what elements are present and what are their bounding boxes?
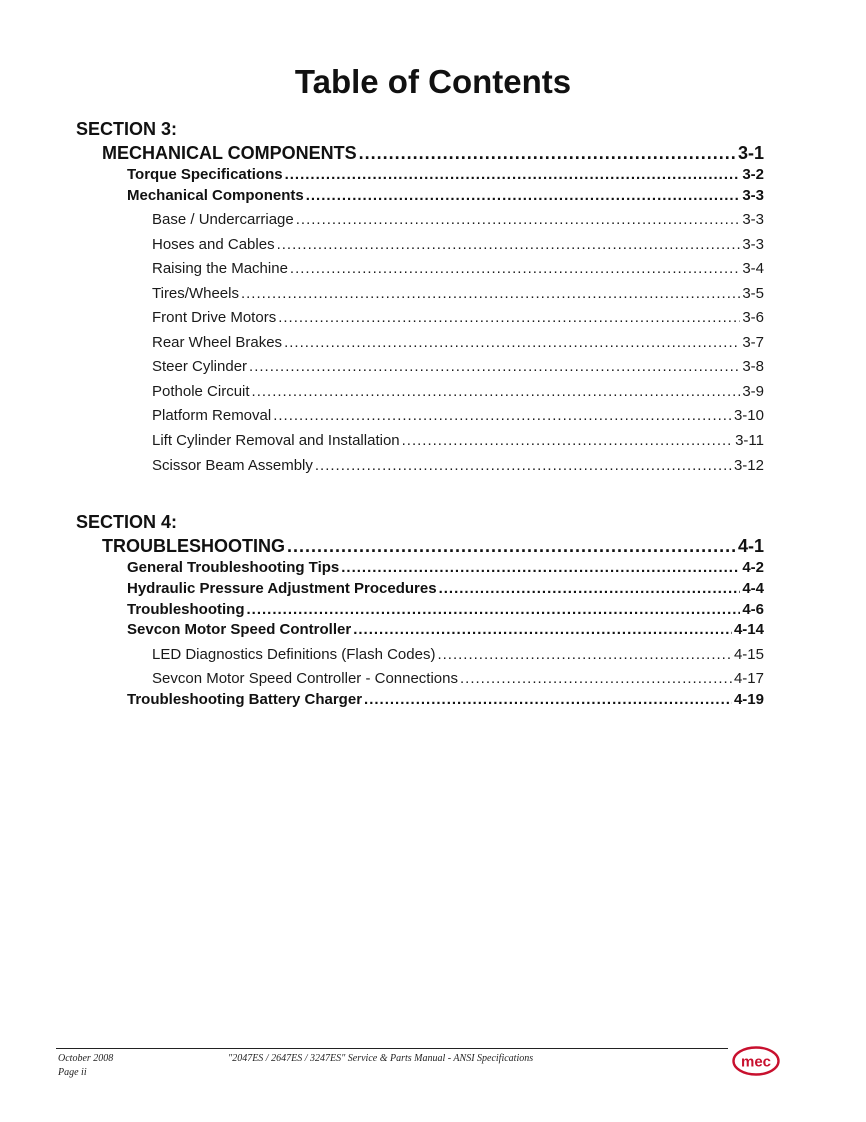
toc-entry-front-drive-motors[interactable] <box>152 308 764 328</box>
toc-entry-label: Tires/Wheels <box>152 285 239 302</box>
toc-page-number: 4-19 <box>733 691 764 708</box>
toc-entry-label: Hoses and Cables <box>152 236 275 253</box>
footer-manual-title: "2047ES / 2647ES / 3247ES" Service & Parts Manual - ANSI Specifications <box>228 1053 534 1064</box>
dot-leader <box>341 558 740 578</box>
toc-entry-pothole-circuit[interactable] <box>152 382 764 402</box>
toc-entry-label: Pothole Circuit <box>152 383 250 400</box>
toc-page-number: 4-6 <box>742 601 764 618</box>
dot-leader <box>439 579 741 599</box>
toc-entry-label: Front Drive Motors <box>152 309 277 326</box>
footer-page-number: Page ii <box>58 1067 87 1078</box>
section-4-label: SECTION 4: <box>76 512 178 532</box>
toc-entry-tires-wheels[interactable] <box>152 284 764 304</box>
toc-heading-mechanical-components[interactable] <box>102 142 764 164</box>
toc-heading-label: MECHANICAL COMPONENTS <box>102 143 357 163</box>
dot-leader <box>359 142 736 164</box>
toc-entry-label: Scissor Beam Assembly <box>152 457 313 474</box>
toc-entry-general-troubleshooting-tips[interactable] <box>127 558 764 578</box>
toc-page-number: 4-14 <box>733 621 764 638</box>
toc-entry-label: Troubleshooting Battery Charger <box>127 691 363 708</box>
toc-entry-label: Rear Wheel Brakes <box>152 334 283 351</box>
page-title: Table of Contents <box>294 63 572 100</box>
dot-leader <box>353 620 732 640</box>
dot-leader <box>252 382 741 402</box>
dot-leader <box>278 308 740 328</box>
toc-entry-label: General Troubleshooting Tips <box>127 559 340 576</box>
toc-entry-label: LED Diagnostics Definitions (Flash Codes) <box>152 646 436 663</box>
dot-leader <box>284 333 740 353</box>
toc-entry-hydraulic-pressure-adjustment[interactable] <box>127 579 764 599</box>
footer-divider <box>56 1048 728 1049</box>
toc-page-number: 3-5 <box>742 285 764 302</box>
toc-entry-label: Troubleshooting <box>127 601 245 618</box>
dot-leader <box>273 406 732 426</box>
toc-page-number: 3-11 <box>735 432 764 449</box>
toc-entry-scissor-beam-assembly[interactable] <box>152 456 764 476</box>
dot-leader <box>364 690 732 710</box>
toc-entry-mechanical-components[interactable] <box>127 186 764 206</box>
toc-page-number: 3-9 <box>742 383 764 400</box>
toc-page-number: 3-6 <box>742 309 764 326</box>
toc-entry-troubleshooting-battery-charger[interactable] <box>127 690 764 710</box>
toc-page-number: 3-1 <box>737 143 764 163</box>
toc-heading-troubleshooting[interactable] <box>102 535 764 557</box>
toc-page-number: 3-3 <box>742 211 764 228</box>
toc-entry-lift-cylinder-removal[interactable] <box>152 431 764 451</box>
footer-date: October 2008 <box>58 1053 114 1064</box>
toc-page-number: 3-3 <box>742 187 764 204</box>
dot-leader <box>437 645 732 665</box>
toc-entry-base-undercarriage[interactable] <box>152 210 764 230</box>
toc-entry-label: Torque Specifications <box>127 166 283 183</box>
mec-logo <box>732 1046 780 1076</box>
toc-entry-torque-specifications[interactable] <box>127 165 764 185</box>
dot-leader <box>247 600 741 620</box>
toc-page-number: 3-12 <box>733 457 764 474</box>
toc-heading-label: TROUBLESHOOTING <box>102 536 285 556</box>
toc-page-number: 4-4 <box>742 580 764 597</box>
toc-entry-label: Hydraulic Pressure Adjustment Procedures <box>127 580 437 597</box>
toc-entry-label: Lift Cylinder Removal and Installation <box>152 432 400 449</box>
toc-entry-sevcon-connections[interactable] <box>152 669 764 689</box>
toc-page-number: 3-7 <box>742 334 764 351</box>
toc-entry-label: Sevcon Motor Speed Controller - Connections <box>152 670 458 687</box>
dot-leader <box>306 186 741 206</box>
toc-entry-sevcon-motor-speed-controller[interactable] <box>127 620 764 640</box>
toc-entry-steer-cylinder[interactable] <box>152 357 764 377</box>
toc-entry-label: Steer Cylinder <box>152 358 248 375</box>
toc-page-number: 4-1 <box>737 536 764 556</box>
dot-leader <box>296 210 741 230</box>
toc-page-number: 4-2 <box>742 559 764 576</box>
toc-entry-led-diagnostics[interactable] <box>152 645 764 665</box>
toc-entry-hoses-and-cables[interactable] <box>152 235 764 255</box>
logo-text: mec <box>740 1053 772 1071</box>
dot-leader <box>402 431 733 451</box>
dot-leader <box>315 456 732 476</box>
toc-entry-raising-the-machine[interactable] <box>152 259 764 279</box>
dot-leader <box>285 165 741 185</box>
toc-entry-label: Platform Removal <box>152 407 272 424</box>
dot-leader <box>249 357 740 377</box>
toc-entry-rear-wheel-brakes[interactable] <box>152 333 764 353</box>
toc-page-number: 3-10 <box>733 407 764 424</box>
toc-page-number: 3-4 <box>742 260 764 277</box>
toc-page-number: 4-15 <box>733 646 764 663</box>
toc-page-number: 3-3 <box>742 236 764 253</box>
toc-entry-label: Sevcon Motor Speed Controller <box>127 621 352 638</box>
toc-entry-troubleshooting[interactable] <box>127 600 764 620</box>
toc-page-number: 3-2 <box>742 166 764 183</box>
toc-entry-label: Base / Undercarriage <box>152 211 294 228</box>
toc-entry-label: Mechanical Components <box>127 187 304 204</box>
toc-entry-label: Raising the Machine <box>152 260 288 277</box>
dot-leader <box>241 284 740 304</box>
toc-page-number: 3-8 <box>742 358 764 375</box>
toc-page-number: 4-17 <box>733 670 764 687</box>
dot-leader <box>460 669 732 689</box>
dot-leader <box>287 535 736 557</box>
dot-leader <box>277 235 741 255</box>
toc-entry-platform-removal[interactable] <box>152 406 764 426</box>
section-3-label: SECTION 3: <box>76 119 178 139</box>
dot-leader <box>290 259 740 279</box>
